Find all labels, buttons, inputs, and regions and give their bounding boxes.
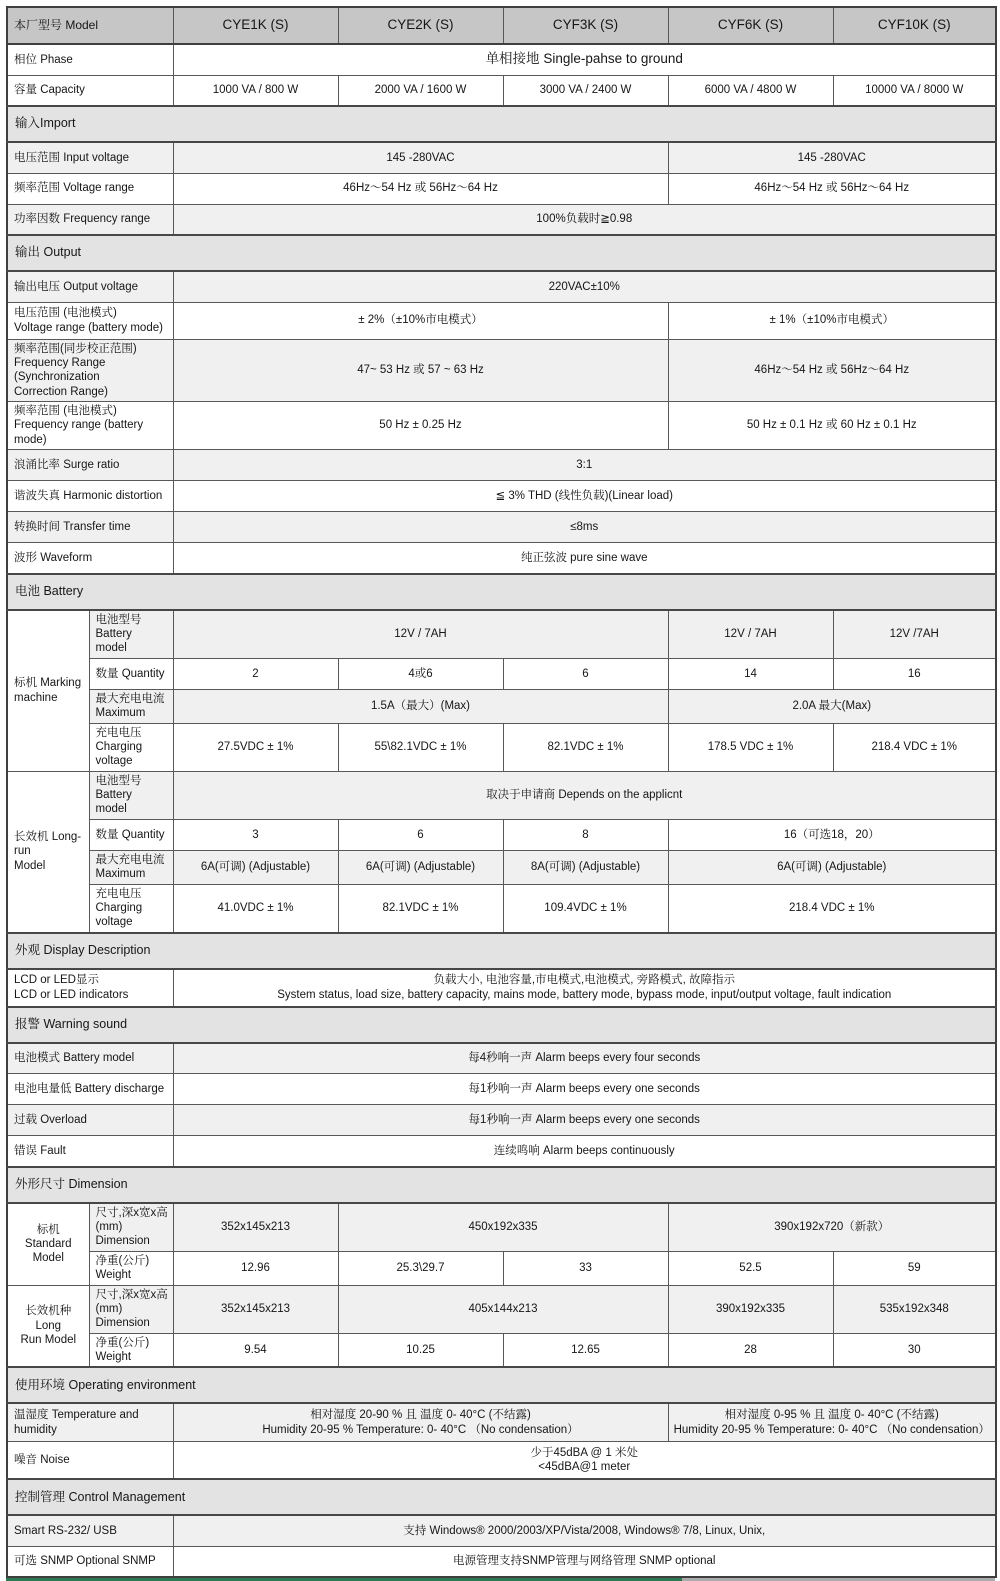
output-vrange-left: ± 2%（±10%市电模式） (173, 302, 668, 339)
std-weight-value: 33 (503, 1251, 668, 1285)
output-vrange-right: ± 1%（±10%市电模式） (668, 302, 996, 339)
warning-row-label: 过载 Overload (7, 1105, 173, 1136)
longrun-weight-row (7, 1333, 996, 1367)
section-dimension-title: 外形尺寸 Dimension (7, 1167, 996, 1203)
lr-weight-value: 12.65 (503, 1333, 668, 1367)
battery-charge-value: 82.1VDC ± 1% (503, 723, 668, 771)
longrun-qty-v3: 8 (503, 819, 668, 850)
battery-model-label-line2: model (95, 642, 127, 655)
longrun-maxcurrent-label-line1: 最大充电电流 (95, 853, 165, 866)
battery-model-label (89, 610, 173, 659)
battery-maxcurrent-row (7, 689, 996, 723)
battery-qty-value: 6 (503, 658, 668, 689)
output-fbatt-left: 50 Hz ± 0.25 Hz (173, 402, 668, 450)
battery-qty-value: 16 (833, 658, 996, 689)
section-output-title: 输出 Output (7, 235, 996, 271)
longrun-maxcurrent-label-line2: Maximum (95, 868, 146, 881)
output-vrange-row (7, 302, 996, 339)
warning-row-value: 每1秒响一声 Alarm beeps every one seconds (173, 1074, 996, 1105)
temp-humidity-left-line1: 相对湿度 20-90 % 且 温度 0- 40°C (不结露) (310, 1409, 531, 1422)
warning-row-value: 连续鸣响 Alarm beeps continuously (173, 1136, 996, 1167)
longrun-maxcurrent-row (7, 850, 996, 884)
transfer-label: 转换时间 Transfer time (7, 512, 173, 543)
longrun-model-label (89, 771, 173, 819)
longrun-model-group-line1: 长效机种 Long (25, 1305, 72, 1332)
battery-maxcurrent-label-line2: Maximum (95, 707, 146, 720)
snmp-label: 可选 SNMP Optional SNMP (7, 1546, 173, 1577)
section-control-title: 控制管理 Control Management (7, 1479, 996, 1515)
battery-charge-row (7, 723, 996, 771)
longrun-maxcurrent-v1: 6A(可调) (Adjustable) (173, 850, 338, 884)
section-environment (7, 1367, 996, 1403)
longrun-maxcurrent-v3: 8A(可调) (Adjustable) (503, 850, 668, 884)
warning-row-label: 电池模式 Battery model (7, 1043, 173, 1074)
output-voltage-label: 输出电压 Output voltage (7, 271, 173, 302)
temp-humidity-left-line2: Humidity 20-95 % Temperature: 0- 40°C （No condensation） (262, 1423, 579, 1436)
std-dim-v1: 352x145x213 (173, 1203, 338, 1252)
battery-charge-value: 218.4 VDC ± 1% (833, 723, 996, 771)
longrun-charge-v45: 218.4 VDC ± 1% (668, 884, 996, 933)
input-freq-right: 46Hz～54 Hz 或 56Hz～64 Hz (668, 173, 996, 204)
noise-label: 噪音 Noise (7, 1441, 173, 1479)
output-fsync-row (7, 339, 996, 402)
model-col-cyf10k: CYF10K (S) (833, 7, 996, 44)
longrun-dimension-label (89, 1285, 173, 1333)
battery-charge-value: 27.5VDC ± 1% (173, 723, 338, 771)
standard-model-group-line2: Model (32, 1252, 64, 1265)
weight-label-line2: Weight (95, 1269, 132, 1282)
longrun-charge-label-line2: Charging voltage (95, 901, 143, 929)
output-voltage-row (7, 271, 996, 302)
standard-machine-group-line1: 标机 Marking (14, 677, 82, 690)
battery-charge-label-line1: 充电电压 (95, 726, 142, 739)
weight-label-line1: 净重(公斤) (95, 1254, 150, 1267)
battery-qty-label: 数量 Quantity (89, 658, 173, 689)
weight-label-line2: Weight (95, 1351, 132, 1363)
input-freq-label: 频率范围 Voltage range (7, 173, 173, 204)
phase-row (7, 44, 996, 75)
output-fbatt-label-line1: 频率范围 (电池模式) (14, 405, 117, 417)
longrun-charge-v2: 82.1VDC ± 1% (338, 884, 503, 933)
dimension-label-line2: (mm) Dimension (95, 1302, 150, 1330)
longrun-group-label (7, 771, 89, 933)
std-weight-value: 12.96 (173, 1251, 338, 1285)
output-fsync-right: 46Hz～54 Hz 或 56Hz～64 Hz (668, 339, 996, 402)
output-vrange-label-line2: Voltage range (battery mode) (14, 321, 163, 334)
std-weight-value: 52.5 (668, 1251, 833, 1285)
warning-row-value: 每1秒响一声 Alarm beeps every one seconds (173, 1105, 996, 1136)
lr-weight-value: 28 (668, 1333, 833, 1367)
warning-overload-row (7, 1105, 996, 1136)
lr-dim-v23: 405x144x213 (338, 1285, 668, 1333)
section-display (7, 933, 996, 969)
lr-dim-v4: 390x192x335 (668, 1285, 833, 1333)
battery-qty-value: 4或6 (338, 658, 503, 689)
battery-maxcurrent-label-line1: 最大充电电流 (95, 692, 165, 705)
output-vrange-label (7, 302, 173, 339)
temp-humidity-label: 温湿度 Temperature and humidity (7, 1403, 173, 1441)
section-input (7, 106, 996, 142)
longrun-qty-row (7, 819, 996, 850)
std-dimension-row (7, 1203, 996, 1252)
output-fsync-label (7, 339, 173, 402)
lcd-row (7, 969, 996, 1007)
output-fsync-label-line3: Correction Range) (14, 385, 108, 398)
transfer-value: ≤8ms (173, 512, 996, 543)
input-voltage-left: 145 -280VAC (173, 142, 668, 173)
longrun-model-row (7, 771, 996, 819)
standard-model-group-line1: 标机 Standard (24, 1223, 72, 1250)
phase-label: 相位 Phase (7, 44, 173, 75)
surge-value: 3:1 (173, 450, 996, 481)
battery-charge-value: 178.5 VDC ± 1% (668, 723, 833, 771)
std-dim-v45: 390x192x720（新款） (668, 1203, 996, 1252)
model-col-cye1k: CYE1K (S) (173, 7, 338, 44)
model-col-cye2k: CYE2K (S) (338, 7, 503, 44)
warning-row-value: 每4秒响一声 Alarm beeps every four seconds (173, 1043, 996, 1074)
battery-maxcurrent-v123: 1.5A（最大）(Max) (173, 689, 668, 723)
waveform-label: 波形 Waveform (7, 543, 173, 574)
surge-label: 浪涌比率 Surge ratio (7, 450, 173, 481)
longrun-model-value: 取决于申请商 Depends on the applicnt (173, 771, 996, 819)
output-vrange-label-line1: 电压范围 (电池模式) (14, 307, 117, 320)
input-pf-row (7, 204, 996, 235)
snmp-row (7, 1546, 996, 1577)
phase-value: 单相接地 Single-pahse to ground (173, 44, 996, 75)
longrun-charge-label (89, 884, 173, 933)
longrun-charge-label-line1: 充电电压 (95, 887, 142, 900)
section-dimension (7, 1167, 996, 1203)
capacity-value: 1000 VA / 800 W (173, 75, 338, 106)
std-weight-label (89, 1251, 173, 1285)
section-warning (7, 1007, 996, 1043)
std-weight-row (7, 1251, 996, 1285)
lr-weight-value: 10.25 (338, 1333, 503, 1367)
std-dimension-label (89, 1203, 173, 1252)
longrun-qty-label: 数量 Quantity (89, 819, 173, 850)
longrun-group-line2: Model (14, 859, 46, 872)
transfer-row (7, 512, 996, 543)
harmonic-row (7, 481, 996, 512)
section-warning-title: 报警 Warning sound (7, 1007, 996, 1043)
section-environment-title: 使用环境 Operating environment (7, 1367, 996, 1403)
temp-humidity-left (173, 1403, 668, 1441)
input-voltage-row (7, 142, 996, 173)
longrun-qty-v1: 3 (173, 819, 338, 850)
temp-humidity-right-line2: Humidity 20-95 % Temperature: 0- 40°C （No condensation） (673, 1423, 990, 1436)
lcd-label-line2: LCD or LED indicators (14, 988, 129, 1001)
input-pf-value: 100%负载时≧0.98 (173, 204, 996, 235)
noise-value-line2: <45dBA@1 meter (538, 1461, 631, 1474)
capacity-value: 2000 VA / 1600 W (338, 75, 503, 106)
section-display-title: 外观 Display Description (7, 933, 996, 969)
battery-maxcurrent-label (89, 689, 173, 723)
section-battery-title: 电池 Battery (7, 574, 996, 610)
lr-dim-v5: 535x192x348 (833, 1285, 996, 1333)
capacity-label: 容量 Capacity (7, 75, 173, 106)
longrun-maxcurrent-v45: 6A(可调) (Adjustable) (668, 850, 996, 884)
harmonic-label: 谐波失真 Harmonic distortion (7, 481, 173, 512)
longrun-charge-v1: 41.0VDC ± 1% (173, 884, 338, 933)
std-dim-v23: 450x192x335 (338, 1203, 668, 1252)
temp-humidity-right (668, 1403, 996, 1441)
noise-row (7, 1441, 996, 1479)
longrun-maxcurrent-label (89, 850, 173, 884)
input-freq-left: 46Hz～54 Hz 或 56Hz～64 Hz (173, 173, 668, 204)
temp-humidity-right-line1: 相对湿度 0-95 % 且 温度 0- 40°C (不结露) (724, 1409, 939, 1422)
standard-machine-group-label (7, 610, 89, 772)
warning-battery-low-row (7, 1074, 996, 1105)
battery-charge-label-line2: Charging voltage (95, 740, 143, 768)
output-fsync-left: 47~ 53 Hz 或 57 ~ 63 Hz (173, 339, 668, 402)
standard-machine-group-line2: machine (14, 691, 58, 704)
longrun-qty-v2: 6 (338, 819, 503, 850)
battery-qty-row (7, 658, 996, 689)
capacity-value: 3000 VA / 2400 W (503, 75, 668, 106)
battery-qty-value: 14 (668, 658, 833, 689)
section-control (7, 1479, 996, 1515)
model-col-cyf3k: CYF3K (S) (503, 7, 668, 44)
battery-model-v5: 12V /7AH (833, 610, 996, 659)
std-weight-value: 25.3\29.7 (338, 1251, 503, 1285)
warning-battery-mode-row (7, 1043, 996, 1074)
output-fbatt-row (7, 402, 996, 450)
lcd-value-line2: System status, load size, battery capacity, mains mode, battery mode, bypass mode, input/output voltage, fault indication (277, 988, 892, 1001)
noise-value-line1: 少于45dBA @ 1 米处 (530, 1446, 639, 1459)
rs232-row (7, 1515, 996, 1546)
model-header-label: 本厂型号 Model (7, 7, 173, 44)
battery-charge-value: 55\82.1VDC ± 1% (338, 723, 503, 771)
longrun-charge-row (7, 884, 996, 933)
longrun-group-line1: 长效机 Long-run (14, 831, 82, 858)
rs232-value: 支持 Windows® 2000/2003/XP/Vista/2008, Windows® 7/8, Linux, Unix, (173, 1515, 996, 1546)
temp-humidity-row (7, 1403, 996, 1441)
longrun-maxcurrent-v2: 6A(可调) (Adjustable) (338, 850, 503, 884)
model-header-row (7, 7, 996, 44)
lcd-label-line1: LCD or LED显示 (14, 974, 99, 987)
rs232-label: Smart RS-232/ USB (7, 1515, 173, 1546)
output-fsync-label-line1: 频率范围(同步校正范围) (14, 342, 137, 355)
longrun-weight-label (89, 1333, 173, 1367)
battery-qty-value: 2 (173, 658, 338, 689)
capacity-value: 10000 VA / 8000 W (833, 75, 996, 106)
longrun-qty-v45: 16（可选18，20） (668, 819, 996, 850)
lr-weight-value: 30 (833, 1333, 996, 1367)
input-voltage-right: 145 -280VAC (668, 142, 996, 173)
battery-model-v123: 12V / 7AH (173, 610, 668, 659)
battery-model-row (7, 610, 996, 659)
longrun-charge-v3: 109.4VDC ± 1% (503, 884, 668, 933)
lr-dim-v1: 352x145x213 (173, 1285, 338, 1333)
dimension-label-line1: 尺寸,深x宽x高 (95, 1206, 168, 1219)
warning-fault-row (7, 1136, 996, 1167)
output-voltage-value: 220VAC±10% (173, 271, 996, 302)
longrun-model-label-line2: model (95, 803, 127, 816)
surge-row (7, 450, 996, 481)
snmp-value: 电源管理支持SNMP管理与网络管理 SNMP optional (173, 1546, 996, 1577)
ups-spec-table (6, 6, 997, 1578)
longrun-dimension-row (7, 1285, 996, 1333)
longrun-model-group-line2: Run Model (20, 1334, 77, 1347)
noise-value (173, 1441, 996, 1479)
dimension-label-line1: 尺寸,深x宽x高 (95, 1288, 168, 1301)
warning-row-label: 电池电量低 Battery discharge (7, 1074, 173, 1105)
battery-charge-label (89, 723, 173, 771)
output-fbatt-label-line2: Frequency range (battery mode) (14, 419, 144, 446)
section-output (7, 235, 996, 271)
lcd-value-line1: 负载大小, 电池容量,市电模式,电池模式, 旁路模式, 故障指示 (433, 974, 736, 987)
lr-weight-value: 9.54 (173, 1333, 338, 1367)
longrun-model-group-label (7, 1285, 89, 1367)
section-input-title: 输入Import (7, 106, 996, 142)
weight-label-line1: 净重(公斤) (95, 1336, 150, 1349)
std-weight-value: 59 (833, 1251, 996, 1285)
input-pf-label: 功率因数 Frequency range (7, 204, 173, 235)
input-freq-row (7, 173, 996, 204)
longrun-model-label-line1: 电池型号 Battery (95, 774, 142, 801)
input-voltage-label: 电压范围 Input voltage (7, 142, 173, 173)
waveform-row (7, 543, 996, 574)
lcd-value (173, 969, 996, 1007)
harmonic-value: ≦ 3% THD (线性负载)(Linear load) (173, 481, 996, 512)
dimension-label-line2: (mm) Dimension (95, 1221, 150, 1248)
lcd-label (7, 969, 173, 1007)
battery-model-label-line1: 电池型号 Battery (95, 613, 142, 640)
capacity-value: 6000 VA / 4800 W (668, 75, 833, 106)
warning-row-label: 错误 Fault (7, 1136, 173, 1167)
section-battery (7, 574, 996, 610)
model-col-cyf6k: CYF6K (S) (668, 7, 833, 44)
output-fsync-label-line2: Frequency Range (Synchronization (14, 356, 106, 384)
output-fbatt-label (7, 402, 173, 450)
battery-model-v4: 12V / 7AH (668, 610, 833, 659)
capacity-row (7, 75, 996, 106)
battery-maxcurrent-v45: 2.0A 最大(Max) (668, 689, 996, 723)
output-fbatt-right: 50 Hz ± 0.1 Hz 或 60 Hz ± 0.1 Hz (668, 402, 996, 450)
standard-model-group-label (7, 1203, 89, 1285)
waveform-value: 纯正弦波 pure sine wave (173, 543, 996, 574)
